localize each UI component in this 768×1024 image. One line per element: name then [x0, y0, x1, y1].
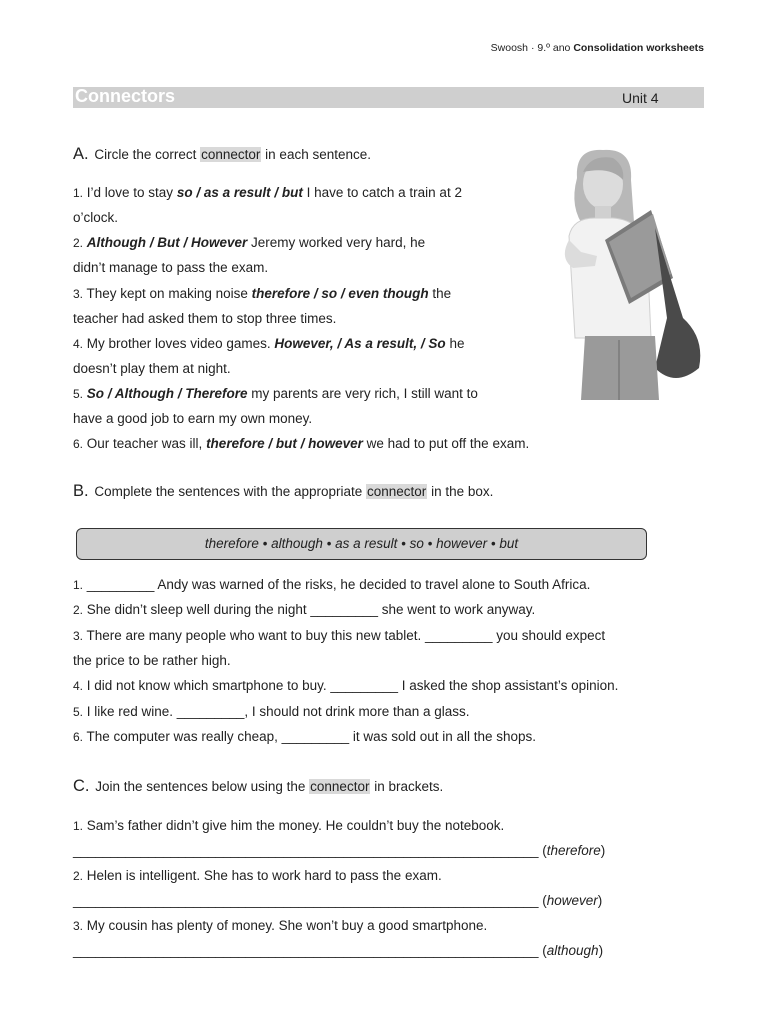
answer-blank[interactable]: ______________________________________________________________ [73, 893, 539, 908]
connector-highlight: connector [367, 484, 427, 499]
a-line-1-cont [73, 210, 118, 225]
section-b-letter: B. [73, 482, 89, 500]
a-line-3 [73, 286, 451, 301]
line-number: 6. [73, 437, 84, 451]
section-b-pre: Complete the sentences with the appropriate [90, 484, 367, 499]
c-answer-1[interactable]: ______________________________________________________________ (therefore) [73, 843, 606, 858]
c-item-3 [73, 918, 487, 933]
a-line-3-cont [73, 311, 336, 326]
line-text: I’d love to stay [83, 185, 177, 200]
line-text: My brother loves video games. [83, 336, 275, 351]
line-number: 6. [73, 730, 84, 744]
line-text[interactable]: I did not know which smartphone to buy. _________ I asked the shop assistant’s opinion. [83, 678, 619, 693]
section-c-post: in brackets. [370, 779, 444, 794]
line-text: Jeremy worked very hard, he [247, 235, 426, 250]
line-text: Helen is intelligent. She has to work hard to pass the exam. [83, 868, 442, 883]
section-c-heading [73, 777, 443, 796]
line-text: They kept on making noise [83, 286, 252, 301]
line-text: the [428, 286, 452, 301]
line-text[interactable]: _________ Andy was warned of the risks, he decided to travel alone to South Africa. [83, 577, 591, 592]
line-text: My cousin has plenty of money. She won’t buy a good smartphone. [83, 918, 488, 933]
a-line-5-cont [73, 411, 312, 426]
b-line-2 [73, 602, 535, 617]
connector-options[interactable]: therefore / but / however [206, 436, 363, 451]
student-photo [555, 148, 715, 400]
a-line-2-cont [73, 260, 268, 275]
line-number: 1. [73, 186, 84, 200]
connector-options[interactable]: Although / But / However [86, 235, 248, 250]
line-text: Sam’s father didn’t give him the money. He couldn’t buy the notebook. [83, 818, 505, 833]
word-box: therefore • although • as a result • so • however • but [76, 528, 647, 560]
line-number: 2. [73, 236, 84, 250]
section-c-pre: Join the sentences below using the [91, 779, 310, 794]
line-text: teacher had asked them to stop three times. [73, 311, 337, 326]
section-c-letter: C. [73, 777, 90, 795]
line-number: 5. [73, 387, 84, 401]
b-line-5 [73, 704, 470, 719]
bag-shape [655, 228, 700, 378]
c-item-1 [73, 818, 504, 833]
header-bold: Consolidation worksheets [573, 42, 704, 54]
b-line-3-cont [73, 653, 231, 668]
answer-blank[interactable]: ______________________________________________________________ [73, 843, 539, 858]
line-number: 3. [73, 629, 84, 643]
line-number: 3. [73, 287, 84, 301]
page-header [491, 42, 704, 54]
section-a-heading [73, 145, 371, 164]
b-line-6 [73, 729, 536, 744]
a-line-4-cont [73, 361, 231, 376]
answer-blank[interactable]: ______________________________________________________________ [73, 943, 539, 958]
line-text: I have to catch a train at 2 [302, 185, 462, 200]
bracket-connector: although [546, 943, 599, 958]
line-number: 2. [73, 603, 84, 617]
line-number: 1. [73, 819, 84, 833]
line-text: he [445, 336, 465, 351]
line-text: we had to put off the exam. [362, 436, 530, 451]
line-number: 4. [73, 679, 84, 693]
connector-options[interactable]: However, / As a result, / So [274, 336, 446, 351]
line-number: 1. [73, 578, 84, 592]
line-text: didn’t manage to pass the exam. [73, 260, 269, 275]
line-number: 4. [73, 337, 84, 351]
connector-options[interactable]: so / as a result / but [176, 185, 303, 200]
line-text: the price to be rather high. [73, 653, 231, 668]
header-prefix: Swoosh · 9.º ano [490, 42, 574, 54]
section-a-letter: A. [73, 145, 89, 163]
line-number: 5. [73, 705, 84, 719]
line-text[interactable]: The computer was really cheap, _________ it was sold out in all the shops. [83, 729, 537, 744]
b-line-1 [73, 577, 590, 592]
line-text[interactable]: She didn’t sleep well during the night _________ she went to work anyway. [83, 602, 536, 617]
section-a-post: in each sentence. [261, 147, 371, 162]
page-title: Connectors [75, 86, 176, 106]
connector-options[interactable]: So / Although / Therefore [86, 386, 248, 401]
line-number: 3. [73, 919, 84, 933]
section-b-post: in the box. [427, 484, 494, 499]
section-b-heading [73, 482, 493, 501]
line-text[interactable]: There are many people who want to buy this new tablet. _________ you should expect [83, 628, 606, 643]
bracket-connector: however [546, 893, 598, 908]
line-text: o’clock. [73, 210, 119, 225]
line-text: Our teacher was ill, [83, 436, 207, 451]
unit-label: Unit 4 [622, 90, 659, 106]
line-text: my parents are very rich, I still want to [247, 386, 478, 401]
line-number: 2. [73, 869, 84, 883]
connector-highlight: connector [201, 147, 261, 162]
jeans-shape [581, 336, 659, 400]
line-text[interactable]: I like red wine. _________, I should not drink more than a glass. [83, 704, 470, 719]
b-line-3 [73, 628, 605, 643]
c-item-2 [73, 868, 442, 883]
a-line-2 [73, 235, 425, 250]
connector-options[interactable]: therefore / so / even though [251, 286, 429, 301]
line-text: have a good job to earn my own money. [73, 411, 313, 426]
section-a-pre: Circle the correct [90, 147, 201, 162]
b-line-4 [73, 678, 618, 693]
bracket-connector: therefore [546, 843, 601, 858]
a-line-5 [73, 386, 478, 401]
a-line-4 [73, 336, 464, 351]
a-line-1 [73, 185, 462, 200]
a-line-6 [73, 436, 529, 451]
connector-highlight: connector [310, 779, 370, 794]
c-answer-3[interactable]: ______________________________________________________________ (although) [73, 943, 604, 958]
title-bar [73, 87, 704, 108]
c-answer-2[interactable]: ______________________________________________________________ (however) [73, 893, 603, 908]
line-text: doesn’t play them at night. [73, 361, 231, 376]
